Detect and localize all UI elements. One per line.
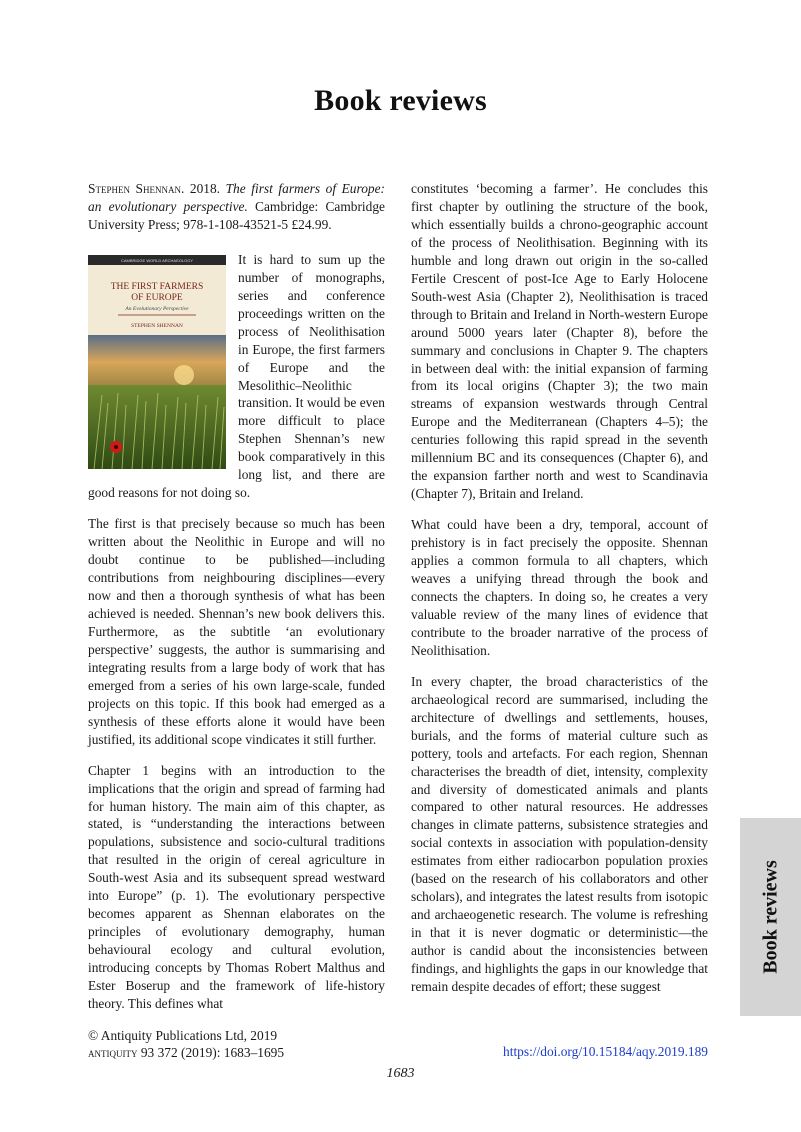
cover-title-line-1: THE FIRST FARMERS [110,281,204,292]
left-column [88,180,385,1026]
left-paragraph-2: The first is that precisely because so much has been written about the Neolithic in Europe and will no doubt continue to be published—including contributions from neighbouring disciplines—every now and then a thorough synthesis of what has been achieved is needed. Shennan’s new book delivers this. Furthermore, as the subtitle ‘an evolutionary perspective’ suggests, the author is summarising and integrating results from a large body of work that has emerged from a series of his own large-scale, funded projects on this topic. If this book had emerged as a synthesis of these efforts alone it would have been justified, its additional scope vindicates it still further. [88,516,385,747]
citation-line: antiquity 93 372 (2019): 1683–1695 [88,1045,285,1060]
left-paragraph-3: Chapter 1 begins with an introduction to the implications that the origin and spread of farming had for human history. The main aim of this chapter, as stated, is “understanding the interactions between populations, subsistence and socio-cultural traditions that resulted in the origin of cereal agriculture in South-west Asia and its subsequent spread westward into Europe” (p. 1). The evolutionary perspective becomes apparent as Shennan elaborates on the principles of evolutionary demography, human behavioural ecology and cultural evolution, introducing concepts by Thomas Robert Malthus and Ester Boserup and the framework of life-history theory. This defines what [88,762,385,1011]
left-paragraph-1: CAMBRIDGE WORLD ARCHAEOLOGY THE FIRST FARMERS OF EUROPE An Evolutionary Perspective STEPHEN SHENNAN It is hard to sum up the number of monographs, series and conference proceedings written on the process of Neolithisation in Europe, the first farmers of Europe and the Mesolithic–Neolithic transition. It would be even more difficult to place Stephen Shennan’s new book comparatively in this long list, and there are good reasons for not doing so. [88,251,385,501]
cover-series-line: CAMBRIDGE WORLD ARCHAEOLOGY [120,257,194,263]
review-author: Stephen Shennan [88,181,181,196]
review-book-title: The first farmers of Europe: an evolutionary perspective. [88,181,386,214]
cover-subtitle: An Evolutionary Perspective [125,305,189,312]
right-paragraph-1: constitutes ‘becoming a farmer’. He concludes this first chapter by outlining the structure of the book, which essentially builds a chrono-geographic account of the process of Neolithisation. Beginning with its humble and long drawn out origin in the so-called Fertile Crescent of post-Ice Age to Early Holocene South-west Asia (Chapter 2), Neolithisation is traced through to Britain and Ireland in North-western Europe around 5000 years later (Chapter 8), before the summary and conclusions in Chapter 9. The chapters in between deal with: the initial expansion of farming from its local origins (Chapter 3); the two main streams of expansion westwards through Central Europe and the Mediterranean (Chapters 4–5); the centuries following this rapid spread in the seventh millennium BC and its consequences (Chapter 6), and the expansion farther north and west to Scandinavia (Chapter 7), Britain and Ireland. [411,181,708,502]
side-tab-label: Book reviews [759,860,781,974]
review-year: . 2018. [180,181,226,196]
copyright-line: © Antiquity Publications Ltd, 2019 [88,1028,278,1043]
review-publication: Cambridge: Cambridge University Press; 978-1-108-43521-5 £24.99. [88,198,385,232]
page-title: Book reviews [314,84,487,117]
cover-author: STEPHEN SHENNAN [131,322,183,329]
doi-link[interactable]: https://doi.org/10.15184/aqy.2019.189 [503,1044,708,1059]
book-cover-image [88,255,226,469]
cover-title-line-2: OF EUROPE [131,292,183,303]
side-section-tab [740,818,801,1016]
page-number: 1683 [386,1066,415,1081]
right-paragraph-3: In every chapter, the broad characteristics of the archaeological record are summarised, including the architecture of dwellings and settlements, houses, burials, and the forms of material culture such as pottery, tools and artefacts. For each region, Shennan characterises the breadth of diet, intensity, complexity and diversity of domesticated animals and plants compared to other natural resources. He addresses changes in climate patterns, subsistence strategies and social contexts in association with population-density estimates from either radiocarbon population proxies (based on the research of his collaborators and other scholars), and integrates the latest results from isotopic and archaeogenetic research. The volume is refreshing in that it is never dogmatic or deterministic—the author is candid about the inconsistencies between findings, and highlights the gaps in our knowledge that remain despite decades of effort; these suggest [411,673,708,994]
right-column [411,180,708,1009]
review-citation [88,180,385,234]
footer-info [88,1027,284,1061]
right-paragraph-2: What could have been a dry, temporal, account of prehistory is in fact precisely the opposite. Shennan applies a common formula to all chapters, which weaves a unifying thread through the book and connects the chapters. In doing so, he creates a very valuable review of the many lines of evidence that contribute to the broader narrative of the process of Neolithisation. [411,517,708,658]
